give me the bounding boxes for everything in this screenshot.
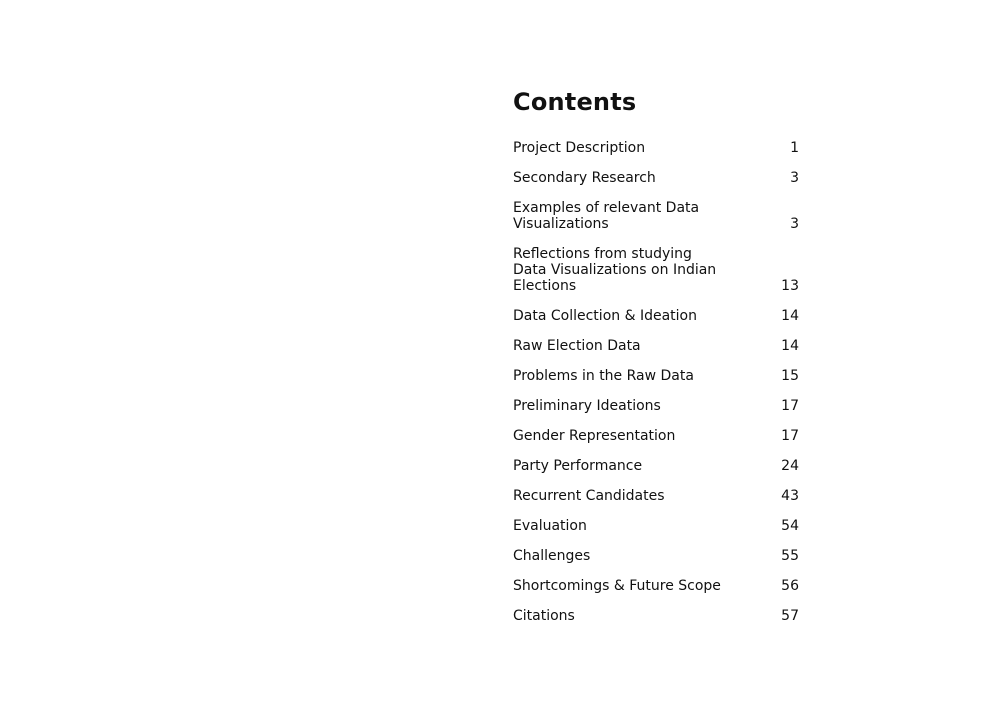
toc-entry-page: 57 [781,608,799,624]
toc-entry [513,308,799,324]
toc-entry-page: 56 [781,578,799,594]
toc-entry-page: 17 [781,398,799,414]
toc-entry [513,518,799,534]
toc-entry-page: 14 [781,338,799,354]
toc-entry-label: Shortcomings & Future Scope [513,578,721,594]
toc-entry [513,368,799,384]
toc-entry-label: Party Performance [513,458,643,474]
toc-entry [513,488,799,504]
toc-entry-label: Problems in the Raw Data [513,368,694,384]
toc-entry-label: Examples of relevant Data Visualizations [513,200,700,232]
toc-entry [513,140,799,156]
toc-entry-page: 24 [781,458,799,474]
toc-entry-page: 15 [781,368,799,384]
toc-entry-page: 43 [781,488,799,504]
toc-entry-label: Secondary Research [513,170,656,186]
toc-entry-label: Recurrent Candidates [513,488,665,504]
toc-entry-label: Raw Election Data [513,338,641,354]
toc-entry [513,578,799,594]
toc-entry-page: 54 [781,518,799,534]
toc-entry-page: 17 [781,428,799,444]
toc-entry-page: 13 [781,278,799,294]
toc-entry-page: 55 [781,548,799,564]
toc-list [513,140,799,624]
toc-entry [513,548,799,564]
toc-entry-page: 3 [790,216,799,232]
toc-entry [513,338,799,354]
page-title: Contents [513,88,637,116]
toc-entry-label: Citations [513,608,575,624]
toc-entry-label: Data Collection & Ideation [513,308,697,324]
toc-entry [513,428,799,444]
toc-entry-page: 3 [790,170,799,186]
toc-entry-label: Challenges [513,548,591,564]
toc-entry [513,200,799,232]
toc-entry [513,246,799,294]
toc-entry-page: 14 [781,308,799,324]
toc-entry-label: Project Description [513,140,646,156]
toc-entry [513,458,799,474]
toc-entry [513,398,799,414]
toc-entry-page: 1 [790,140,799,156]
toc-entry-label: Preliminary Ideations [513,398,661,414]
toc-entry-label: Gender Representation [513,428,676,444]
toc-entry [513,608,799,624]
toc-entry [513,170,799,186]
toc-entry-label: Evaluation [513,518,587,534]
toc-entry-label: Reflections from studying Data Visualizations on Indian Elections [513,246,717,294]
table-of-contents [513,86,799,638]
